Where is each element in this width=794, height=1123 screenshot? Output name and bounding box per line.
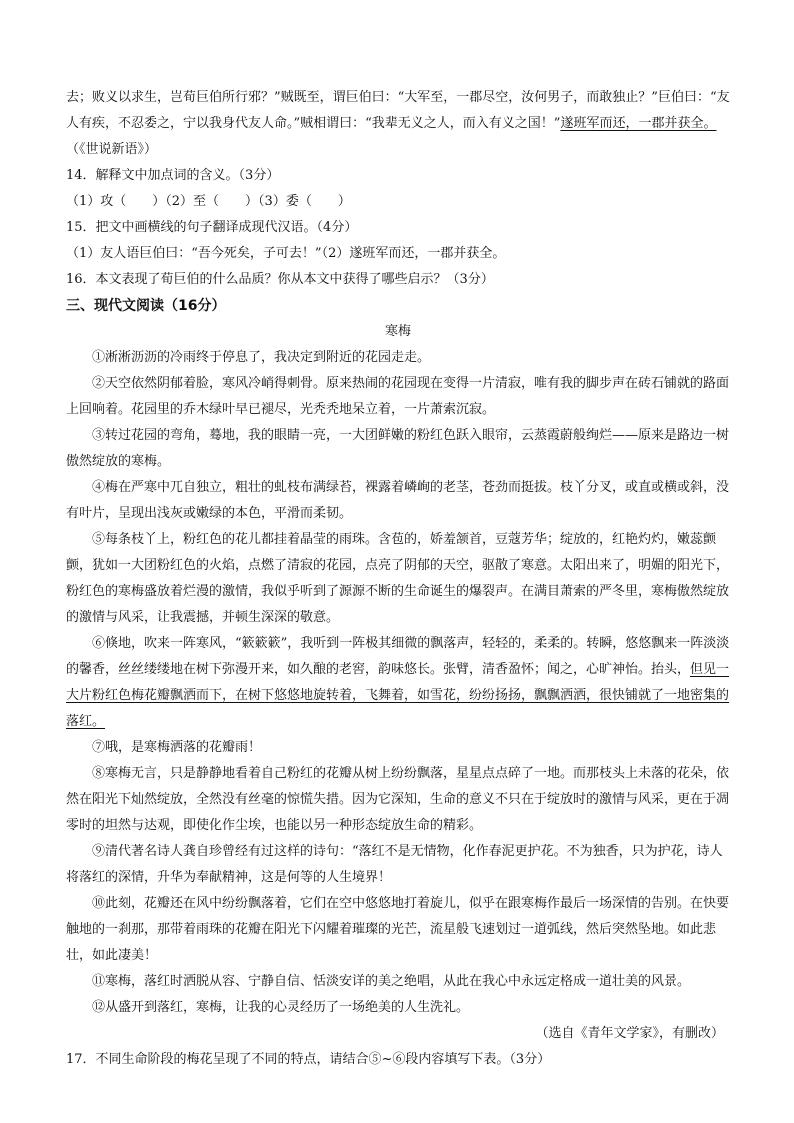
paragraph-6-text: ⑥倏地，吹来一阵寒风，“簌簌簌”，我听到一阵极其细微的飘落声，轻轻的，柔柔的。转瞬，悠悠飘来一阵淡淡的馨香，丝丝缕缕地在树下弥漫开来，如久酿的老窖，韵味悠长。张臂，清香盈怀；闻之，心旷神怡。抬头， bbox=[66, 636, 730, 677]
paragraph-1: ①淅淅沥沥的冷雨终于停息了，我决定到附近的花园走走。 bbox=[92, 350, 431, 365]
paragraph-9: ⑨清代著名诗人龚自珍曾经有过这样的诗句：“落红不是无情物，化作春泥更护花。不为独香，只为护花，诗人将落红的深情，升华为奉献精神，这是何等的人生境界！ bbox=[66, 844, 723, 885]
paragraph-12: ⑫从盛开到落红，寒梅，让我的心灵经历了一场绝美的人生洗礼。 bbox=[92, 1000, 470, 1015]
paragraph-7: ⑦哦，是寒梅洒落的花瓣雨！ bbox=[92, 740, 262, 755]
question-15-items: （1）友人语巨伯曰：“吾今死矣，子可去！”（2）遂班军而还，一郡并获全。 bbox=[66, 246, 506, 261]
question-15: 15．把文中画横线的句子翻译成现代汉语。（4分） bbox=[66, 220, 358, 235]
paragraph-11: ⑪寒梅，落红时洒脱从容、宁静自信、恬淡安详的美之绝唱，从此在我心中永远定格成一道壮美的风景。 bbox=[92, 974, 691, 989]
question-14: 14．解释文中加点词的含义。（3分） bbox=[66, 168, 280, 183]
question-16: 16．本文表现了荀巨伯的什么品质？你从本文中获得了哪些启示？（3分） bbox=[66, 272, 494, 287]
paragraph-3: ③转过花园的弯角，蓦地，我的眼睛一亮，一大团鲜嫩的粉红色跃入眼帘，云蒸霞蔚般绚烂——原来是路边一树傲然绽放的寒梅。 bbox=[66, 428, 730, 469]
paragraph-6-underlined: 但见一大片粉红色梅花瓣飘洒而下，在树下悠悠地旋转着，飞舞着，如雪花，纷纷扬扬，飘飘洒洒，很快铺就了一地密集的落红。 bbox=[66, 662, 730, 729]
passage-continuation bbox=[66, 85, 730, 163]
underlined-sentence: 遂班军而还，一郡并获全。 bbox=[560, 116, 717, 131]
passage-source: （《世说新语》） bbox=[66, 142, 158, 157]
paragraph-5: ⑤每条枝丫上，粉红色的花儿都挂着晶莹的雨珠。含苞的，娇羞颔首，豆蔻芳华；绽放的，红艳灼灼，嫩蕊颤颤，犹如一大团粉红色的火焰，点燃了清寂的花园，点亮了阴郁的天空，驱散了寒意。太阳出来了，明媚的阳光下，粉红色的寒梅盛放着烂漫的激情，我似乎听到了源源不断的生命诞生的爆裂声。在满目萧索的严冬里，寒梅傲然绽放的激情与风采，让我震撼，并顿生深深的敬意。 bbox=[66, 532, 730, 625]
article-title: 寒梅 bbox=[384, 324, 411, 339]
paragraph-4: ④梅在严寒中兀自独立，粗壮的虬枝布满绿苔，裸露着嶙峋的老茎，苍劲而挺拔。枝丫分叉，或直或横或斜，没有叶片，呈现出浅灰或嫩绿的本色，平滑而柔韧。 bbox=[66, 480, 730, 521]
section-heading: 三、现代文阅读（16分） bbox=[66, 298, 226, 314]
question-17: 17．不同生命阶段的梅花呈现了不同的特点，请结合⑤~⑥段内容填写下表。（3分） bbox=[66, 1052, 551, 1067]
article-source: （选自《青年文学家》，有删改） bbox=[535, 1026, 724, 1041]
paragraph-6 bbox=[66, 631, 730, 735]
paragraph-8: ⑧寒梅无言，只是静静地看着自己粉红的花瓣从树上纷纷飘落，星星点点碎了一地。而那枝头上未落的花朵，依然在阳光下灿然绽放，全然没有丝毫的惊慌失措。因为它深知，生命的意义不只在于绽放时的激情与风采，更在于凋零时的坦然与达观，即使化作尘埃，也能以另一种形态绽放生命的精彩。 bbox=[66, 766, 730, 833]
paragraph-10: ⑩此刻，花瓣还在风中纷纷飘落着，它们在空中悠悠地打着旋儿，似乎在跟寒梅作最后一场深情的告别。在快要触地的一刹那，那带着雨珠的花瓣在阳光下闪耀着璀璨的光芒，流星般飞速划过一道弧线，然后突然坠地。如此悲壮，如此凄美！ bbox=[66, 896, 730, 963]
paragraph-2: ②天空依然阴郁着脸，寒风冷峭得刺骨。原来热闹的花园现在变得一片清寂，唯有我的脚步声在砖石铺就的路面上回响着。花园里的乔木绿叶早已褪尽，光秃秃地呆立着，一片萧索沉寂。 bbox=[66, 376, 730, 417]
question-14-items: （1）攻（ ）（2）至（ ）（3）委（ ） bbox=[66, 194, 351, 209]
passage-text: 去；败义以求生，岂荀巨伯所行邪？”贼既至，谓巨伯曰：“大军至，一郡尽空，汝何男子，而敢独止？”巨伯曰：“友人有疾，不忍委之，宁以我身代友人命。”贼相谓曰：“我辈无义之人，而入有义之国！” bbox=[66, 90, 730, 131]
